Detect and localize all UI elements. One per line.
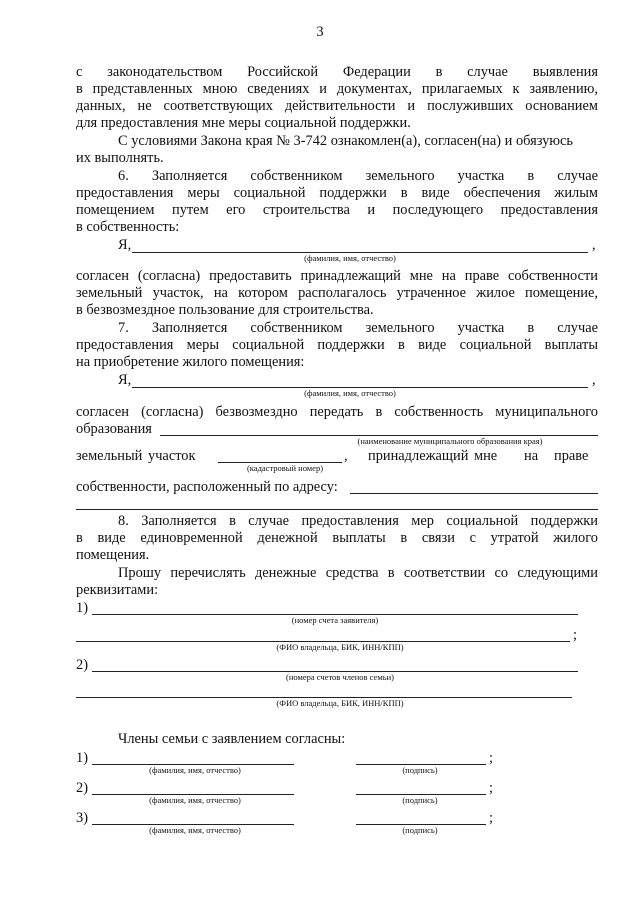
owner-caption: (ФИО владельца, БИК, ИНН/КПП) (276, 642, 404, 652)
paragraph-line: в представленных мною сведениях и документах, прилагаемых к заявлению, (76, 81, 598, 97)
paragraph-line: помещения. (76, 547, 150, 563)
cadastral-caption: (кадастровый номер) (246, 463, 324, 473)
family-row-number: 3) (76, 810, 88, 826)
paragraph-line: предоставления меры социальной поддержки в виде социальной выплаты (76, 337, 598, 353)
semicolon: ; (573, 627, 577, 643)
owner-caption: (ФИО владельца, БИК, ИНН/КПП) (276, 698, 404, 708)
family-fio-caption: (фамилия, имя, отчество) (149, 795, 241, 805)
comma: , (344, 448, 348, 464)
signature-caption: (подпись) (402, 825, 438, 835)
land-word: принадлежащий (368, 448, 469, 464)
comma: , (592, 237, 596, 253)
fio-caption: (фамилия, имя, отчество) (304, 388, 396, 398)
land-word: на (524, 448, 539, 464)
fio-caption: (фамилия, имя, отчество) (304, 253, 396, 263)
municipality-caption: (наименование муниципального образования края) (357, 436, 543, 446)
family-row-number: 2) (76, 780, 88, 796)
comma: , (592, 372, 596, 388)
requisite-2-number: 2) (76, 657, 88, 673)
section-7-heading: 7. Заполняется собственником земельного участка в случае (118, 320, 598, 336)
family-consent-title: Члены семьи с заявлением согласны: (118, 731, 346, 747)
paragraph-line: С условиями Закона края № 3-742 ознакомлен(а), согласен(на) и обязуюсь (118, 133, 573, 149)
signature-caption: (подпись) (402, 765, 438, 775)
semicolon: ; (489, 750, 493, 766)
address-field-line-2[interactable] (76, 509, 598, 510)
address-field-line[interactable] (350, 493, 598, 494)
paragraph-line: земельный участок, на котором располагалось утраченное жилое помещение, (76, 285, 598, 301)
request-line: реквизитами: (76, 582, 159, 598)
land-word: праве (554, 448, 589, 464)
paragraph-line: их выполнять. (76, 150, 164, 166)
land-word: земельный (76, 448, 143, 464)
paragraph-line: с законодательством Российской Федерации в случае выявления (76, 64, 598, 80)
paragraph-line: согласен (согласна) предоставить принадлежащий мне на праве собственности (76, 268, 598, 284)
requisite-1-number: 1) (76, 600, 88, 616)
family-fio-caption: (фамилия, имя, отчество) (149, 825, 241, 835)
section-8-heading: 8. Заполняется в случае предоставления мер социальной поддержки (118, 513, 598, 529)
paragraph-line: в виде единовременной денежной выплаты в связи с утратой жилого (76, 530, 598, 546)
address-label: собственности, расположенный по адресу: (76, 479, 338, 495)
paragraph-line: согласен (согласна) безвозмездно передать в собственность муниципального (76, 404, 598, 420)
semicolon: ; (489, 780, 493, 796)
paragraph-line: в безвозмездное пользование для строительства. (76, 302, 374, 318)
paragraph-line: для предоставления мне меры социальной поддержки. (76, 115, 411, 131)
family-row-number: 1) (76, 750, 88, 766)
ya-label: Я, (118, 237, 132, 253)
land-word: мне (474, 448, 498, 464)
signature-caption: (подпись) (402, 795, 438, 805)
paragraph-line: данных, не соответствующих действительности и послуживших основанием (76, 98, 598, 114)
applicant-account-caption: (номер счета заявителя) (291, 615, 379, 625)
paragraph-line: на приобретение жилого помещения: (76, 354, 305, 370)
paragraph-line: в собственность: (76, 219, 180, 235)
section-6-heading: 6. Заполняется собственником земельного участка в случае (118, 168, 598, 184)
paragraph-line: предоставления меры социальной поддержки в виде обеспечения жилым (76, 185, 598, 201)
municipality-label: образования (76, 421, 152, 437)
semicolon: ; (489, 810, 493, 826)
ya-label: Я, (118, 372, 132, 388)
family-fio-caption: (фамилия, имя, отчество) (149, 765, 241, 775)
family-accounts-caption: (номера счетов членов семьи) (286, 672, 394, 682)
request-line: Прошу перечислять денежные средства в соответствии со следующими (118, 565, 598, 581)
paragraph-line: помещением путем его строительства и последующего предоставления (76, 202, 598, 218)
land-word: участок (148, 448, 196, 464)
page-number: 3 (316, 24, 324, 40)
